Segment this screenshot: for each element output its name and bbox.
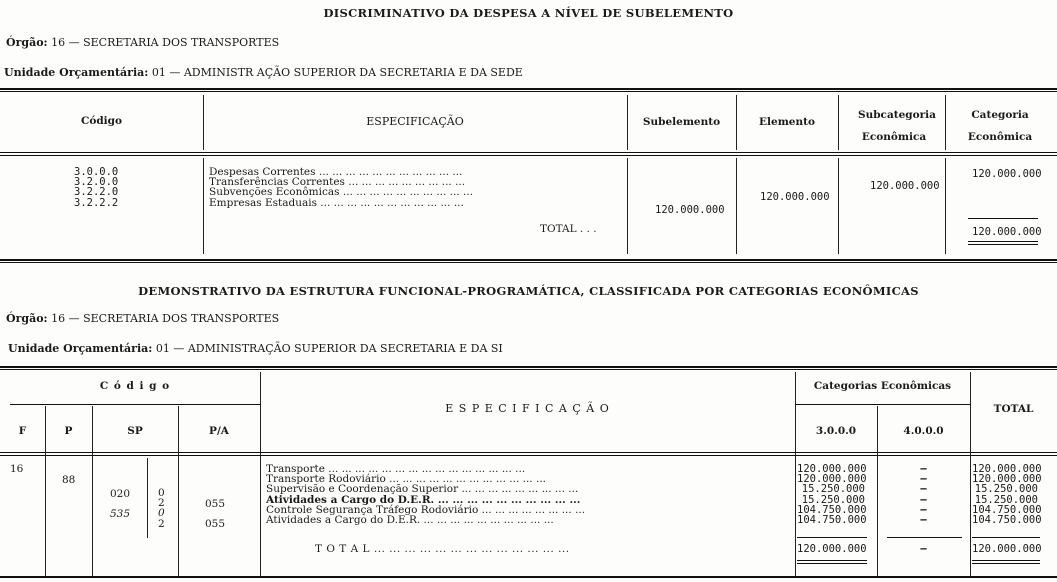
bottom-cat1-value: 15.250.000 [801,493,865,506]
top-table-top-rule [0,88,1057,90]
bottom-header-p: P [64,425,73,437]
bottom-grand-cat1: 120.000.000 [797,543,867,555]
bottom-sp-sub-item: 0 [158,487,165,499]
top-total-rule2 [968,241,1038,242]
top-unidade-value: 01 — ADMINISTR AÇÃO SUPERIOR DA SECRETARIA E DA SEDE [151,66,523,79]
bottom-title: DEMONSTRATIVO DA ESTRUTURA FUNCIONAL-PROGRAMÁTICA, CLASSIFICADA POR CATEGORIAS ECONÔMICAS [138,284,919,298]
bottom-table-header-rule2 [0,455,1057,456]
bottom-cat2-value: — [920,513,927,526]
top-header-especificacao: ESPECIFICAÇÃO [366,115,464,128]
top-table-header-rule [0,152,1057,153]
bottom-header-total: TOTAL [993,403,1034,415]
top-divider-4b [838,158,839,254]
bottom-total-value: 120.000.000 [972,463,1042,475]
top-table-top-rule2 [0,91,1057,92]
bottom-grand-under-cat1b [797,563,867,564]
bottom-cat1-values [797,464,865,525]
bottom-header-codigo: C ó d i g o [99,380,171,392]
bottom-sp-sub-item: 0 [158,507,165,520]
bottom-table-top-rule [0,366,1057,368]
top-divider-4 [838,95,839,150]
bottom-item: Transporte Rodoviário ... ... ... ... ... ... ... ... ... ... ... ... [266,473,546,486]
bottom-cat2-value: — [920,493,927,506]
top-orgao-label: Órgão: [6,36,48,49]
top-item: Despesas Correntes ... ... ... ... ... ... ... ... ... ... ... [209,167,463,178]
top-codes [74,167,118,208]
top-table-bottom-rule2 [0,262,1057,263]
bottom-grand-under-total [972,560,1040,561]
bottom-p-value: 88 [62,474,76,486]
bottom-grand-rule-total [972,537,1040,538]
bottom-cat2-value: — [920,483,927,496]
bottom-header-sp: SP [127,425,143,437]
bottom-unidade-label: Unidade Orçamentária: [8,342,153,355]
top-header-codigo: Código [80,115,123,127]
bottom-cat1-value: 120.000.000 [797,473,867,486]
bottom-sp-value: 535 [110,508,131,520]
top-header-subcategoria: Subcategoria Econômica [858,109,936,143]
top-unidade [4,66,523,79]
top-item: Subvenções Econômicas ... ... ... ... ... ... ... ... ... ... [209,186,474,199]
top-table-bottom-rule [0,259,1057,261]
top-divider-5b [945,158,946,254]
bottom-total-value: 104.750.000 [972,503,1042,516]
bottom-divider-sp-inner [147,458,148,538]
bottom-grand-rule-cat2 [887,537,962,538]
bottom-total-value: 15.250.000 [974,493,1038,506]
bottom-cat1-value: 104.750.000 [797,513,867,526]
top-orgao-value: 16 — SECRETARIA DOS TRANSPORTES [51,36,280,49]
bottom-cat2-value: — [920,463,927,475]
bottom-total-values [972,463,1042,526]
top-item: Empresas Estaduais ... ... ... ... ... ... ... ... ... ... ... [209,196,464,208]
bottom-header-pa: P/A [209,425,229,437]
bottom-sp-sub-item: 2 [158,497,165,510]
bottom-table-top-rule2 [0,369,1057,370]
bottom-cat2-value: — [920,473,927,486]
top-total-rule3 [968,244,1038,245]
bottom-item: Transporte ... ... ... ... ... ... ... ... ... ... ... ... ... ... ... [266,464,526,475]
bottom-total-value: 104.750.000 [972,513,1042,526]
top-total-value: 120.000.000 [972,226,1042,238]
top-code: 3.0.0.0 [74,166,119,178]
bottom-sp-sub-item: 2 [158,517,165,530]
bottom-grand-total: 120.000.000 [972,543,1042,555]
top-header-elemento: Elemento [759,116,815,128]
top-orgao [6,36,279,49]
bottom-sp-value: 020 [110,488,131,500]
bottom-cat-subrule [795,404,970,405]
top-code: 3.2.2.0 [74,186,119,199]
bottom-cat2-value: — [920,503,927,516]
top-divider-2b [627,158,628,254]
top-item: Transferências Correntes ... ... ... ... ... ... ... ... ... [209,176,466,189]
top-header-subelemento: Subelemento [642,116,721,128]
bottom-total-label: T O T A L ... ... ... ... ... ... ... ... ... ... ... ... ... [315,543,570,555]
bottom-item: Atividades a Cargo do D.E.R. ... ... ... ... ... ... ... ... ... ... [266,513,554,526]
top-table-header-rule2 [0,155,1057,156]
bottom-header-cat2: 4.0.0.0 [903,425,944,437]
bottom-pa-value: 055 [205,518,226,530]
bottom-total-value: 15.250.000 [974,483,1038,496]
bottom-items [266,464,788,525]
top-categoria-value: 120.000.000 [972,168,1042,180]
top-title: DISCRIMINATIVO DA DESPESA A NÍVEL DE SUBELEMENTO [323,6,734,20]
bottom-f-value: 16 [10,463,24,475]
top-divider-1b [203,158,204,254]
top-unidade-label: Unidade Orçamentária: [4,66,149,79]
bottom-total-value: 120.000.000 [972,473,1042,486]
top-divider-5 [945,95,946,150]
bottom-item: Controle Segurança Tráfego Rodoviário ... ... ... ... ... ... ... ... [266,503,586,516]
top-items [209,167,623,208]
top-header-categoria: Categoria Econômica [967,109,1033,143]
bottom-item: Supervisão e Coordenação Superior ... ... ... ... ... ... ... ... ... [266,483,579,496]
bottom-table-header-rule [0,452,1057,453]
bottom-header-f: F [18,425,27,437]
bottom-orgao [6,312,279,325]
bottom-orgao-label: Órgão: [6,312,48,325]
top-total-label: TOTAL . . . [540,223,597,235]
bottom-grand-rule-cat1 [797,537,867,538]
bottom-unidade [8,342,503,355]
top-elemento-value: 120.000.000 [760,191,830,203]
top-code: 3.2.0.0 [74,176,119,189]
top-subcategoria-value: 120.000.000 [870,180,940,192]
bottom-header-categorias: Categorias Econômicas [813,380,952,392]
bottom-header-especificacao: E S P E C I F I C A Ç Ã O [445,402,610,415]
bottom-cat2-values [877,464,970,525]
bottom-grand-under-totalb [972,563,1040,564]
bottom-grand-cat2: — [920,543,927,555]
bottom-pa-value: 055 [205,498,226,510]
bottom-codigo-subrule [10,404,260,405]
bottom-orgao-value: 16 — SECRETARIA DOS TRANSPORTES [51,312,280,325]
top-divider-3b [736,158,737,254]
bottom-item: Atividades a Cargo do D.E.R. ... ... ... ... ... ... ... ... ... ... [266,493,581,506]
bottom-header-cat1: 3.0.0.0 [815,425,857,437]
top-total-rule [968,218,1038,219]
bottom-unidade-value: 01 — ADMINISTRAÇÃO SUPERIOR DA SECRETARIA E DA SI [155,342,503,355]
bottom-cat1-value: 15.250.000 [801,483,865,496]
top-code: 3.2.2.2 [74,196,119,209]
bottom-divider-cat1 [795,372,796,576]
bottom-sp-sub [158,488,165,529]
top-subelemento-value: 120.000.000 [655,204,725,216]
bottom-table-bottom-rule [0,576,1057,578]
bottom-cat1-value: 120.000.000 [797,463,867,475]
bottom-grand-under-cat1 [797,560,867,561]
bottom-cat1-value: 104.750.000 [797,503,867,516]
